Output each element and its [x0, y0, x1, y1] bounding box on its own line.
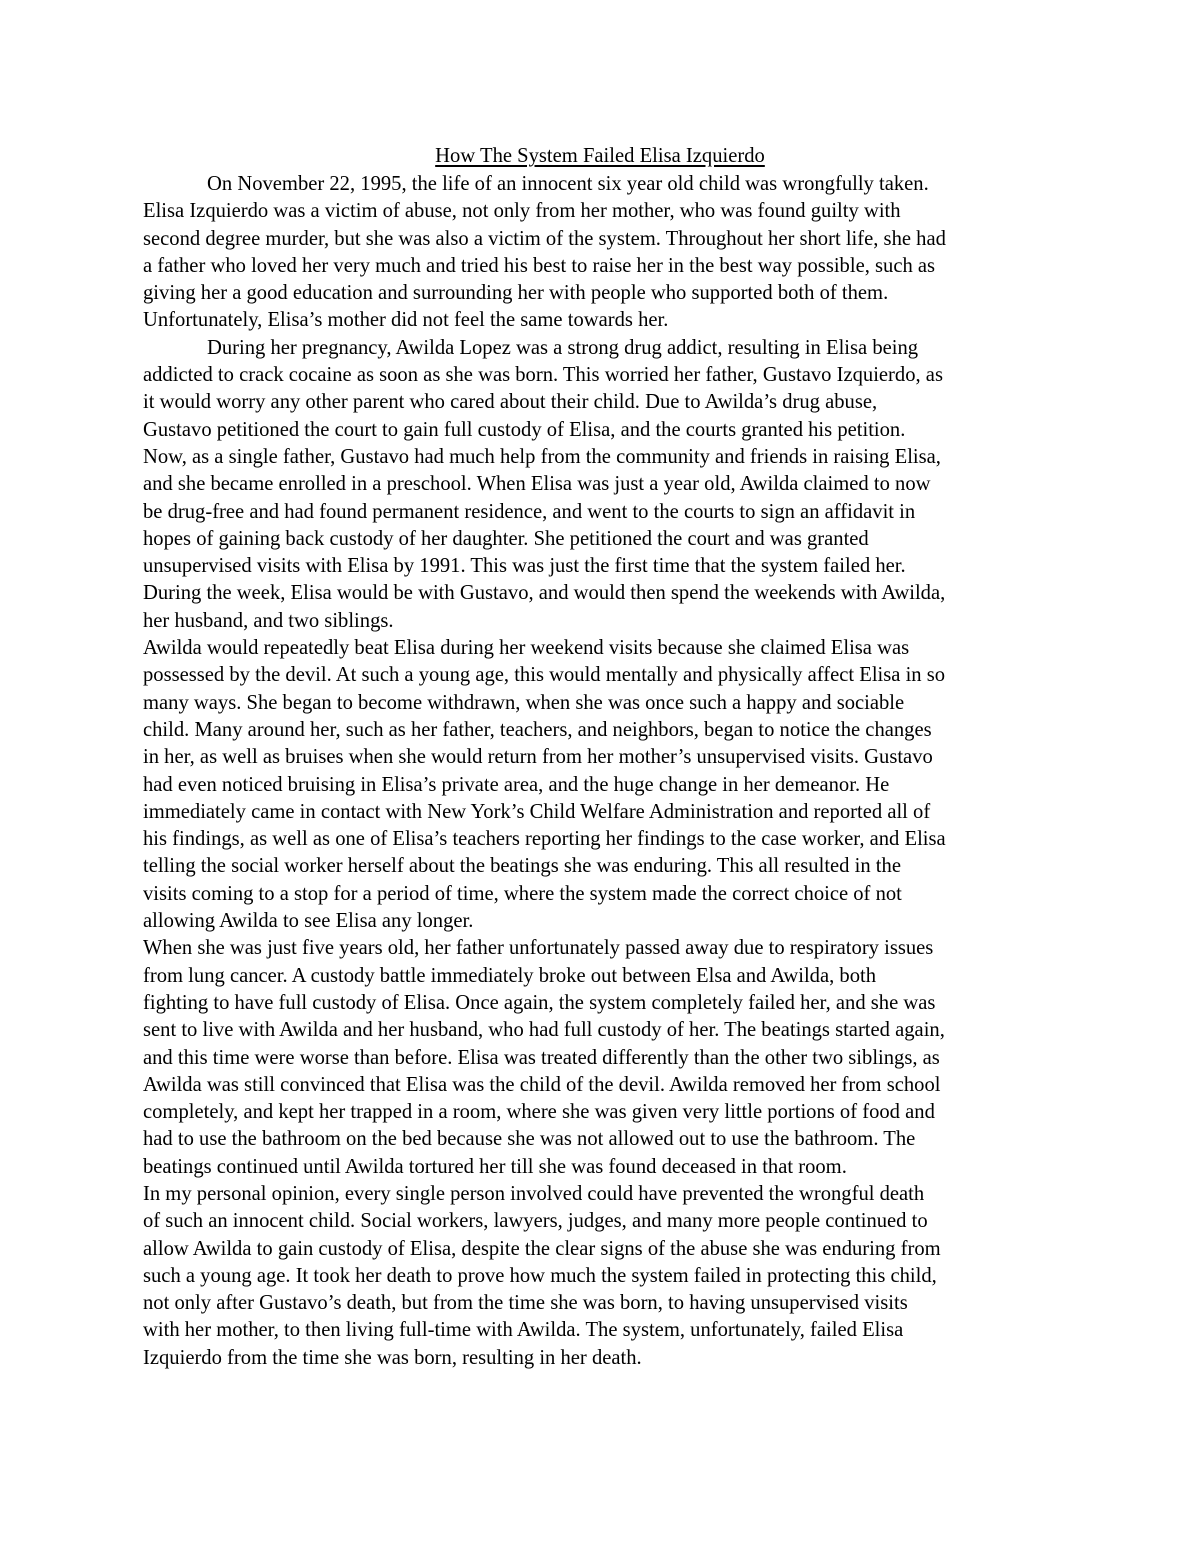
text-line: unsupervised visits with Elisa by 1991. This was just the first time that the system failed her.: [143, 555, 906, 578]
text-line: In my personal opinion, every single person involved could have prevented the wrongful death: [143, 1182, 925, 1205]
text-line: in her, as well as bruises when she would return from her mother’s unsupervised visits. Gustavo: [143, 746, 933, 769]
text-line: many ways. She began to become withdrawn, when she was once such a happy and sociable: [143, 691, 905, 714]
text-line: Awilda would repeatedly beat Elisa during her weekend visits because she claimed Elisa was: [143, 637, 910, 660]
text-line: a father who loved her very much and tried his best to raise her in the best way possible, such as: [143, 254, 936, 277]
text-line: with her mother, to then living full-time with Awilda. The system, unfortunately, failed Elisa: [143, 1319, 904, 1342]
text-line: During the week, Elisa would be with Gustavo, and would then spend the weekends with Awilda,: [143, 582, 946, 605]
text-line: giving her a good education and surrounding her with people who supported both of them.: [143, 282, 889, 305]
text-line: hopes of gaining back custody of her daughter. She petitioned the court and was granted: [143, 527, 869, 550]
text-line: Awilda was still convinced that Elisa was the child of the devil. Awilda removed her from school: [143, 1073, 941, 1096]
text-line: Now, as a single father, Gustavo had much help from the community and friends in raising Elisa,: [143, 445, 941, 468]
text-line: and this time were worse than before. Elisa was treated differently than the other two siblings, as: [143, 1046, 940, 1069]
text-line: such a young age. It took her death to prove how much the system failed in protecting this child,: [143, 1264, 937, 1287]
text-line: second degree murder, but she was also a victim of the system. Throughout her short life, she had: [143, 227, 946, 250]
text-line: had to use the bathroom on the bed because she was not allowed out to use the bathroom. The: [143, 1128, 916, 1151]
text-line: telling the social worker herself about the beatings she was enduring. This all resulted in the: [143, 855, 901, 878]
text-line: When she was just five years old, her father unfortunately passed away due to respiratory issues: [143, 937, 934, 960]
text-line: her husband, and two siblings.: [143, 609, 394, 632]
text-line: On November 22, 1995, the life of an innocent six year old child was wrongfully taken.: [207, 173, 929, 195]
text-line: allow Awilda to gain custody of Elisa, despite the clear signs of the abuse she was enduring from: [143, 1237, 941, 1260]
text-line: immediately came in contact with New York’s Child Welfare Administration and reported all of: [143, 800, 931, 823]
text-line: sent to live with Awilda and her husband, who had full custody of her. The beatings started again,: [143, 1019, 945, 1042]
text-line: addicted to crack cocaine as soon as she was born. This worried her father, Gustavo Izquierdo, as: [143, 364, 943, 387]
text-line: During her pregnancy, Awilda Lopez was a strong drug addict, resulting in Elisa being: [207, 336, 919, 359]
text-line: from lung cancer. A custody battle immediately broke out between Elsa and Awilda, both: [143, 964, 877, 987]
text-line: beatings continued until Awilda tortured her till she was found deceased in that room.: [143, 1155, 847, 1178]
text-line: allowing Awilda to see Elisa any longer.: [143, 910, 474, 933]
text-line: not only after Gustavo’s death, but from the time she was born, to having unsupervised visits: [143, 1292, 908, 1315]
text-line: completely, and kept her trapped in a room, where she was given very little portions of food and: [143, 1101, 935, 1124]
text-line: it would worry any other parent who cared about their child. Due to Awilda’s drug abuse,: [143, 391, 878, 414]
text-line: and she became enrolled in a preschool. When Elisa was just a year old, Awilda claimed to now: [143, 473, 931, 496]
text-line: of such an innocent child. Social workers, lawyers, judges, and many more people continued to: [143, 1210, 928, 1233]
text-line: fighting to have full custody of Elisa. Once again, the system completely failed her, and she was: [143, 991, 936, 1014]
text-line: child. Many around her, such as her father, teachers, and neighbors, began to notice the changes: [143, 718, 932, 741]
text-line: Elisa Izquierdo was a victim of abuse, not only from her mother, who was found guilty with: [143, 200, 901, 223]
document-body: [143, 171, 1083, 1372]
text-line: Unfortunately, Elisa’s mother did not feel the same towards her.: [143, 309, 669, 332]
text-line: Izquierdo from the time she was born, resulting in her death.: [143, 1346, 642, 1369]
document-title: How The System Failed Elisa Izquierdo: [435, 145, 765, 167]
text-line: Gustavo petitioned the court to gain full custody of Elisa, and the courts granted his petition.: [143, 418, 906, 441]
text-line: possessed by the devil. At such a young age, this would mentally and physically affect Elisa in so: [143, 664, 946, 687]
text-line: had even noticed bruising in Elisa’s private area, and the huge change in her demeanor. He: [143, 773, 890, 796]
text-line: be drug-free and had found permanent residence, and went to the courts to sign an affidavit in: [143, 500, 916, 523]
text-line: his findings, as well as one of Elisa’s teachers reporting her findings to the case worker, and Elisa: [143, 828, 946, 851]
text-line: visits coming to a stop for a period of time, where the system made the correct choice of not: [143, 882, 902, 905]
